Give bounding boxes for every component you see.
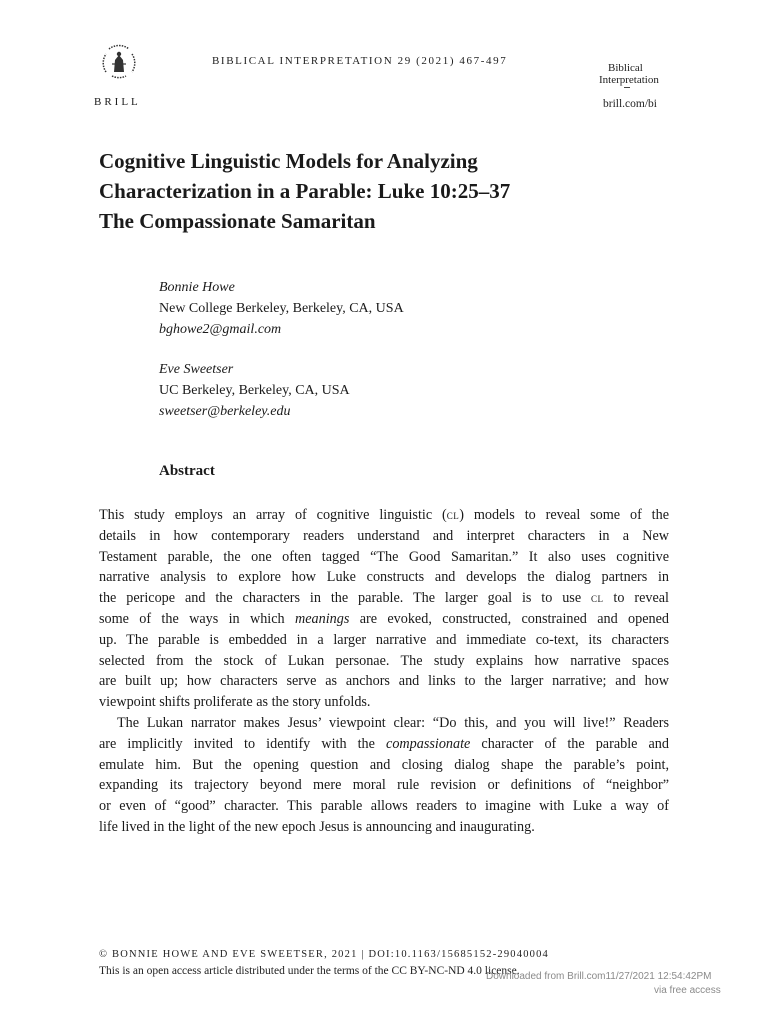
text-run: Testament parable, the one often tagged “The Good Samaritan.” It also uses cognitive xyxy=(99,548,669,565)
text-run: narrative analysis to explore how Luke constructs and develops the dialog partners in xyxy=(99,569,669,586)
abstract-line xyxy=(99,755,669,776)
author-name: Bonnie Howe xyxy=(159,280,235,295)
title-line: Cognitive Linguistic Models for Analyzing xyxy=(99,149,478,173)
abstract-line xyxy=(99,526,669,547)
journal-name-rule xyxy=(624,87,630,88)
journal-name xyxy=(590,62,680,88)
author-affiliation: UC Berkeley, Berkeley, CA, USA xyxy=(159,383,350,398)
abstract-heading: Abstract xyxy=(159,463,215,479)
text-run: viewpoint shifts proliferate as the story unfolds. xyxy=(99,694,371,711)
text-run: life lived in the light of the new epoch Jesus is announcing and inaugurating. xyxy=(99,818,535,835)
abbreviation: cl xyxy=(591,590,604,606)
abstract-line xyxy=(99,630,669,651)
text-run: are evoked, constructed, constrained and opened xyxy=(349,610,669,627)
license-line: This is an open access article distributed under the terms of the CC BY-NC-ND 4.0 license. xyxy=(99,965,520,977)
author-block xyxy=(159,277,404,340)
abstract-body xyxy=(99,505,669,838)
abstract-line xyxy=(99,713,669,734)
text-run: emulate him. But the opening question and closing dialog shape the parable’s point, xyxy=(99,756,669,773)
text-run: details in how contemporary readers understand and interpret characters in a New xyxy=(99,527,669,544)
abstract-line xyxy=(99,651,669,672)
abstract-line xyxy=(99,692,669,713)
download-stamp: Downloaded from Brill.com11/27/2021 12:54:42PM xyxy=(486,971,712,982)
journal-name-line1: Biblical xyxy=(608,62,643,74)
emphasis: meanings xyxy=(294,610,350,627)
article-title xyxy=(99,146,659,236)
text-run: The Lukan narrator makes Jesus’ viewpoint clear: “Do this, and you will live!” Readers xyxy=(117,714,669,731)
text-run: selected from the stock of Lukan personae. The study explains how narrative spaces xyxy=(99,652,669,669)
abstract-line xyxy=(99,734,669,755)
abstract-line xyxy=(99,588,669,609)
abstract-line xyxy=(99,567,669,588)
text-run: character of the parable and xyxy=(470,735,669,752)
journal-name-line2: Interpretation xyxy=(599,74,659,86)
text-run: are built up; how characters serve as anchors and links to the larger narrative; and how xyxy=(99,673,669,690)
text-run: the pericope and the characters in the parable. The larger goal is to use xyxy=(99,590,592,607)
text-run: ) models to reveal some of the xyxy=(459,507,669,523)
author-block xyxy=(159,359,350,422)
text-run: expanding its trajectory beyond mere moral rule revision or definitions of “neighbor” xyxy=(99,777,669,794)
brill-logo xyxy=(92,42,148,118)
text-run: This study employs an array of cognitive linguistic ( xyxy=(99,507,447,523)
publisher-name: BRILL xyxy=(94,96,141,108)
text-run: up. The parable is embedded in a larger narrative and immediate co-text, its characters xyxy=(99,631,669,648)
abbreviation: cl xyxy=(446,507,460,522)
copyright-line: © BONNIE HOWE AND EVE SWEETSER, 2021 | DOI:10.1163/15685152-29040004 xyxy=(99,949,550,960)
title-line: Characterization in a Parable: Luke 10:25–37 xyxy=(99,179,511,203)
abstract-line xyxy=(99,671,669,692)
access-note: via free access xyxy=(654,985,721,996)
journal-citation: BIBLICAL INTERPRETATION 29 (2021) 467-497 xyxy=(212,55,508,67)
text-run: some of the ways in which xyxy=(99,610,295,627)
abstract-line xyxy=(99,796,669,817)
text-run: or even of “good” character. This parable allows readers to imagine with Luke a way of xyxy=(99,798,669,815)
emphasis: compassionate xyxy=(386,735,471,752)
journal-url-link[interactable]: brill.com/bi xyxy=(603,98,657,110)
abstract-line xyxy=(99,817,669,838)
abstract-line xyxy=(99,547,669,568)
text-run: to reveal xyxy=(603,590,669,607)
author-email-link[interactable]: sweetser@berkeley.edu xyxy=(159,404,291,419)
abstract-line xyxy=(99,775,669,796)
author-affiliation: New College Berkeley, Berkeley, CA, USA xyxy=(159,301,404,316)
title-line: The Compassionate Samaritan xyxy=(99,209,376,233)
abstract-line xyxy=(99,505,669,526)
abstract-line xyxy=(99,609,669,630)
author-email-link[interactable]: bghowe2@gmail.com xyxy=(159,322,282,337)
brill-seal-icon xyxy=(98,42,140,84)
author-name: Eve Sweetser xyxy=(159,362,234,377)
text-run: are implicitly invited to identify with the xyxy=(99,735,387,752)
